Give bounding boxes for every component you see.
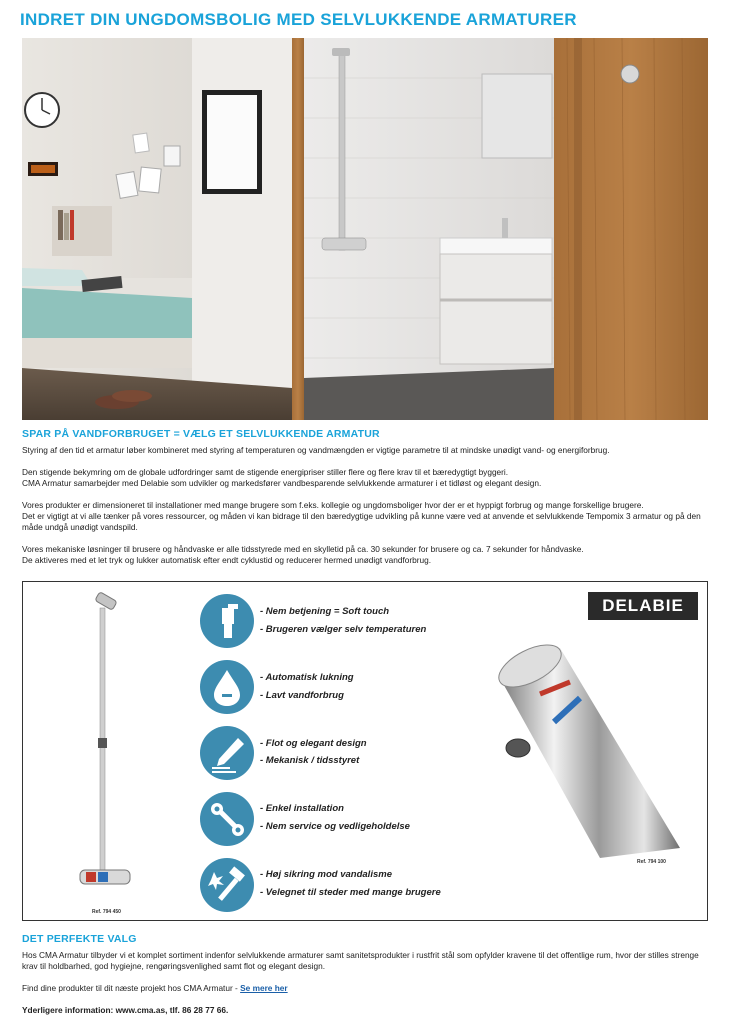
paragraph-line: De aktiveres med et let tryk og lukker automatisk efter endt cyklustid og reducerer hermed unødigt vandforbrug. (22, 555, 432, 565)
page-title: INDRET DIN UNGDOMSBOLIG MED SELVLUKKENDE ARMATURER (20, 10, 577, 29)
shower-ref: Ref. 794 450 (92, 909, 121, 915)
find-products-text: Find dine produkter til dit næste projekt hos CMA Armatur - (22, 983, 241, 993)
feature-text: - Flot og elegant design (260, 738, 367, 749)
feature-text: - Nem betjening = Soft touch (260, 606, 390, 617)
section-heading-perfect-choice: DET PERFEKTE VALG (22, 933, 137, 945)
paragraph-line: Vores mekaniske løsninger til brusere og håndvaske er alle tidsstyrede med en skylletid på ca. 30 sekunder for brusere og ca. 7 sekunder for håndvaske. (22, 544, 584, 554)
feature-text: - Brugeren vælger selv temperaturen (260, 624, 427, 635)
paragraph-line: CMA Armatur samarbejder med Delabie som udvikler og markedsfører vandbesparende selvlukkende armaturer i et tidløst og elegant design. (22, 478, 542, 488)
paragraph: Hos CMA Armatur tilbyder vi et komplet sortiment indenfor selvlukkende armaturer samt sanitetsprodukter i rustfrit stål som opfylder kravene til det offentlige rum, hvor der stilles strenge krav til holdbarhed, god hygiejne, rengøringsvenlighed samt flot og elegant design. (22, 950, 699, 971)
delabie-logo: DELABIE (588, 592, 698, 620)
hand-touch-icon (200, 594, 254, 648)
feature-text: - Lavt vandforbrug (260, 690, 344, 701)
tap-ref: Ref. 794 100 (637, 859, 666, 865)
section-heading-savings: SPAR PÅ VANDFORBRUGET = VÆLG ET SELVLUKKENDE ARMATUR (22, 428, 380, 440)
feature-text: - Enkel installation (260, 803, 344, 814)
see-more-link[interactable]: Se mere her (240, 983, 288, 993)
paragraph (22, 445, 712, 456)
paragraph-line: Den stigende bekymring om de globale udfordringer samt de stigende energipriser stiller flere og flere krav til et bæredygtigt byggeri. (22, 467, 509, 477)
paragraph (22, 467, 712, 489)
hammer-impact-icon (200, 858, 254, 912)
design-pen-icon (200, 726, 254, 780)
hero-image (22, 38, 708, 420)
tap-product-image (470, 638, 690, 858)
paragraph (22, 500, 712, 533)
paragraph-line: Styring af den tid et armatur løber kombineret med styring af temperaturen og vandmængden er vigtige parametre til at mindske unødigt vand- og energiforbrug. (22, 445, 610, 455)
wrench-icon (200, 792, 254, 846)
contact-info: Yderligere information: www.cma.as, tlf. 86 28 77 66. (22, 1005, 229, 1015)
shower-product-image (60, 590, 150, 910)
feature-text: - Høj sikring mod vandalisme (260, 869, 392, 880)
section-body-perfect-choice (22, 950, 712, 1027)
feature-text: - Automatisk lukning (260, 672, 354, 683)
paragraph-line: Det er vigtigt at vi alle tænker på vores ressourcer, og måden vi kan bidrage til den bæredygtige udvikling på kunne være ved at anvende et selvlukkende Tempomix 3 armatur og på den måde undgå unødigt vandspild. (22, 511, 701, 532)
paragraph-line: Vores produkter er dimensioneret til installationer med mange brugere som f.eks. kollegie og ungdomsboliger hvor der er et hyppigt forbrug og mange forskellige brugere. (22, 500, 644, 510)
feature-text: - Velegnet til steder med mange brugere (260, 887, 441, 898)
paragraph (22, 544, 712, 566)
water-drop-icon (200, 660, 254, 714)
feature-text: - Nem service og vedligeholdelse (260, 821, 410, 832)
section-body-savings (22, 445, 712, 577)
feature-text: - Mekanisk / tidsstyret (260, 755, 360, 766)
find-products-line (22, 983, 712, 994)
